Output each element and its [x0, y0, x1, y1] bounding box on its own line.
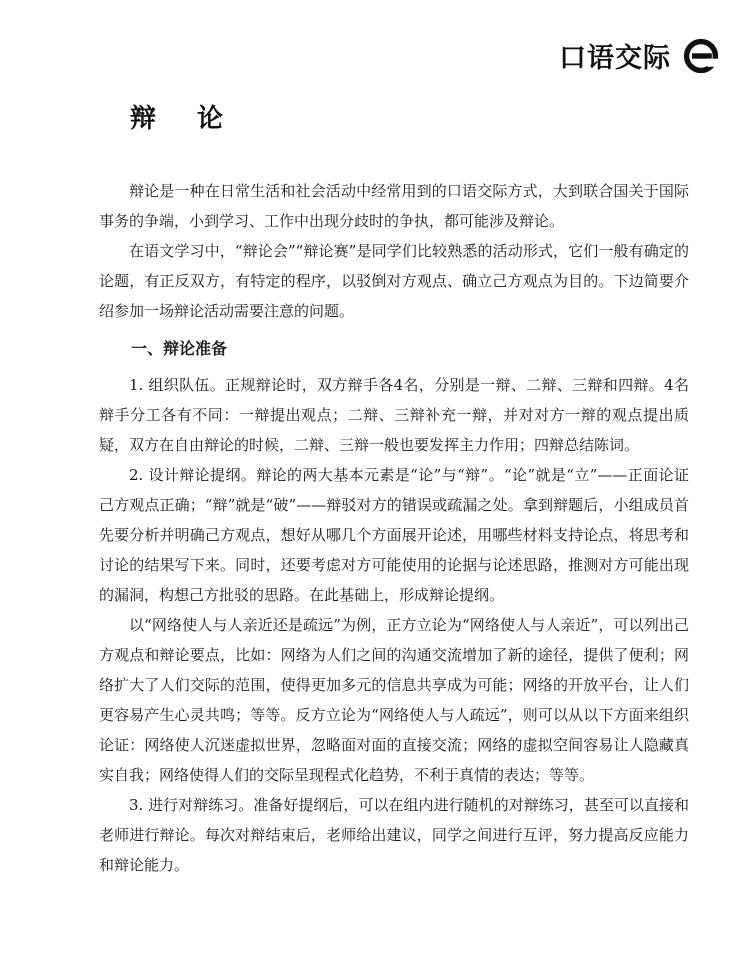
- subheading: 一、辩论准备: [131, 339, 228, 358]
- header-title: 口语交际: [559, 43, 671, 74]
- e-logo-icon: [683, 38, 719, 74]
- body-block: [99, 370, 689, 880]
- page-header: [559, 36, 719, 75]
- intro-paragraph: 辩论是一种在日常生活和社会活动中经常用到的口语交际方式，大到联合国关于国际事务的争端，小到学习、工作中出现分歧时的争执，都可能涉及辩论。: [99, 182, 689, 230]
- body-paragraph: 1. 组织队伍。正规辩论时，双方辩手各4名，分别是一辩、二辩、三辩和四辩。4名辩手分工各有不同：一辩提出观点；二辩、三辩补充一辩，并对对方一辩的观点提出质疑，双方在自由辩论的时候，二辩、三辩一般也要发挥主力作用；四辩总结陈词。: [99, 376, 689, 454]
- section-title: 辩 论: [130, 104, 240, 134]
- intro-block: [99, 176, 689, 326]
- subheading-block: [99, 336, 689, 359]
- body-paragraph: 以“网络使人与人亲近还是疏远”为例，正方立论为“网络使人与人亲近”，可以列出己方观点和辩论要点，比如：网络为人们之间的沟通交流增加了新的途径，提供了便利；网络扩大了人们交际的范围，使得更加多元的信息共享成为可能；网络的开放平台，让人们更容易产生心灵共鸣；等等。反方立论为“网络使人与人疏远”，则可以从以下方面来组织论证：网络使人沉迷虚拟世界，忽略面对面的直接交流；网络的虚拟空间容易让人隐藏真实自我；网络使得人们的交际呈现程式化趋势，不利于真情的表达；等等。: [99, 616, 689, 784]
- body-paragraph: 3. 进行对辩练习。准备好提纲后，可以在组内进行随机的对辩练习，甚至可以直接和老师进行辩论。每次对辩结束后，老师给出建议，同学之间进行互评，努力提高反应能力和辩论能力。: [99, 796, 689, 874]
- body-paragraph: 2. 设计辩论提纲。辩论的两大基本元素是“论”与“辩”。“论”就是“立”——正面论证己方观点正确；“辩”就是“破”——辩驳对方的错误或疏漏之处。拿到辩题后，小组成员首先要分析并明确己方观点，想好从哪几个方面展开论述，用哪些材料支持论点，将思考和讨论的结果写下来。同时，还要考虑对方可能使用的论据与论述思路，推测对方可能出现的漏洞，构想己方批驳的思路。在此基础上，形成辩论提纲。: [99, 466, 689, 604]
- intro-paragraph: 在语文学习中，“辩论会”“辩论赛”是同学们比较熟悉的活动形式，它们一般有确定的论题，有正反双方，有特定的程序，以驳倒对方观点、确立己方观点为目的。下边简要介绍参加一场辩论活动需要注意的问题。: [99, 242, 689, 320]
